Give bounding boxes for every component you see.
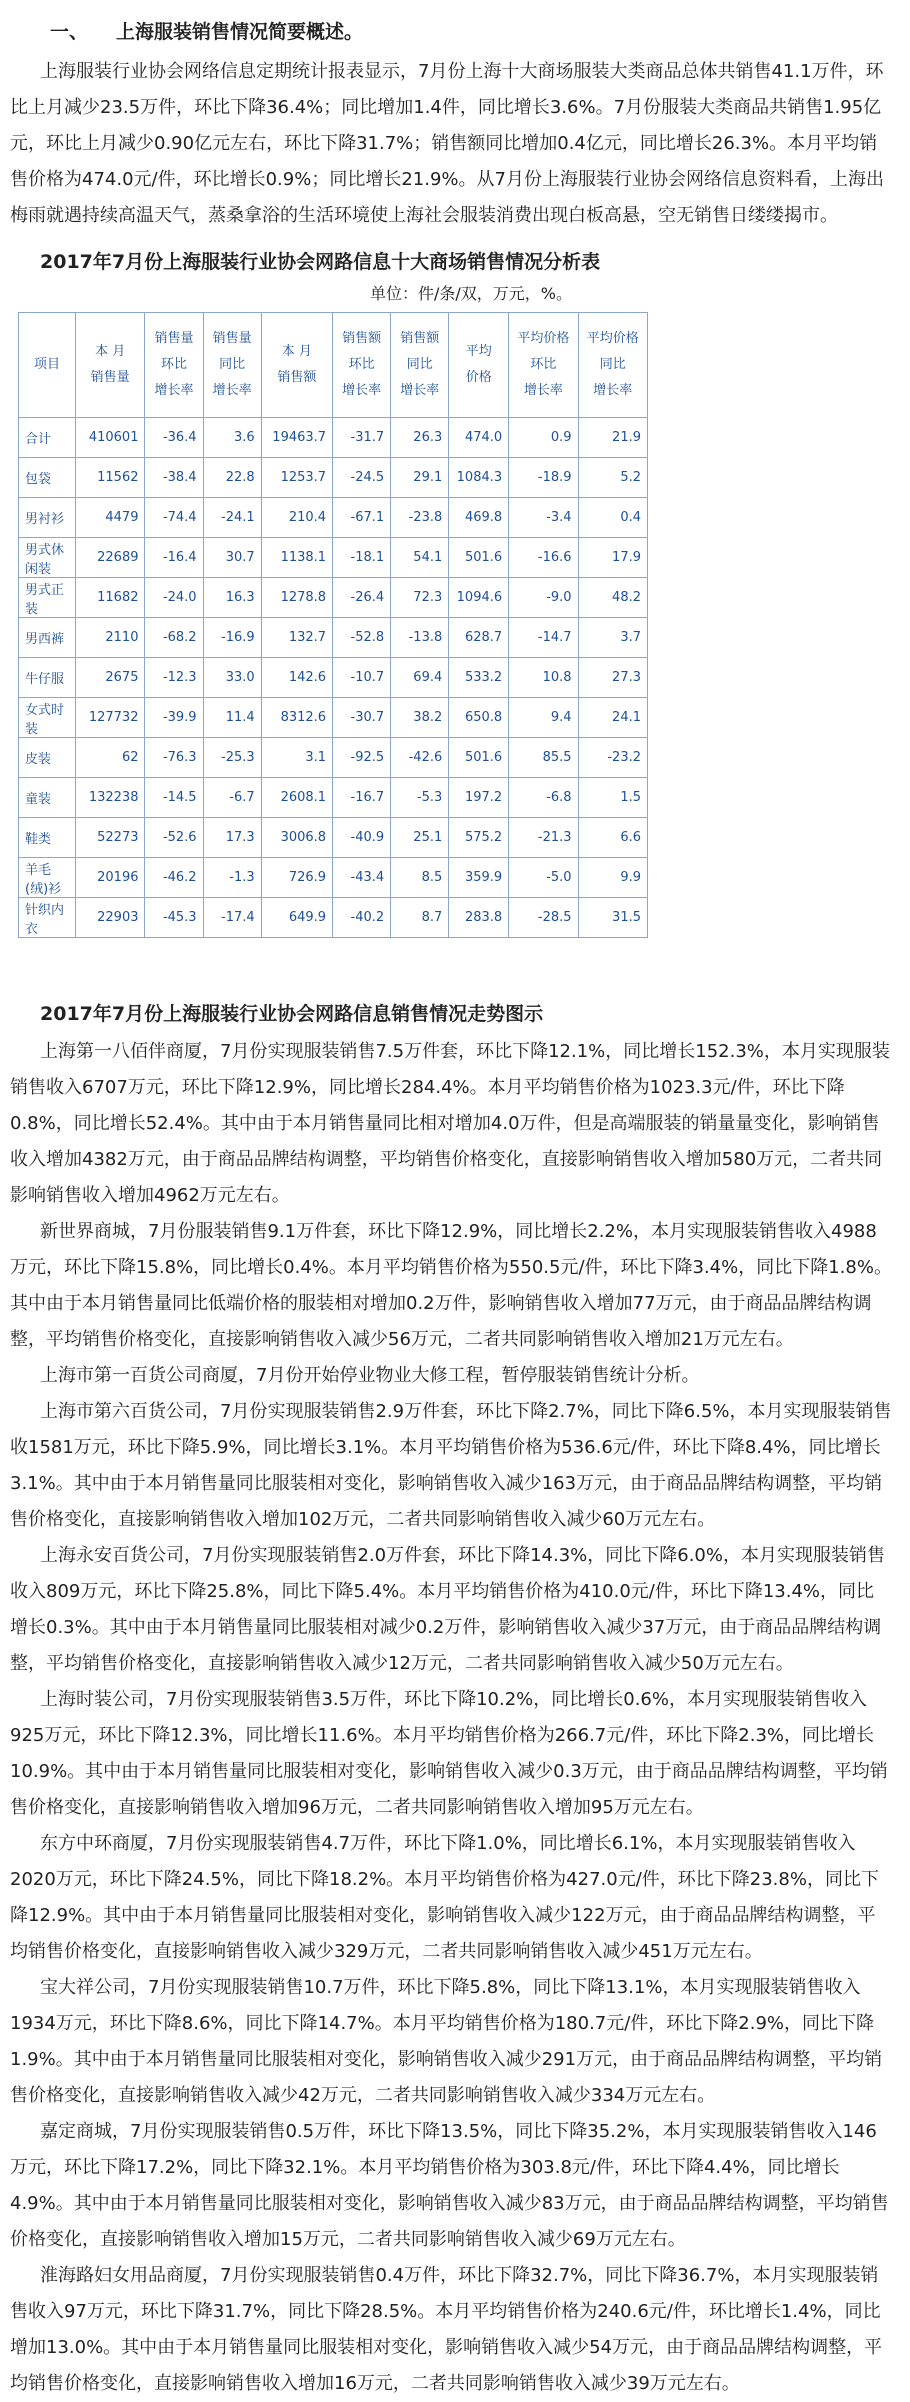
- table-cell-value: 1094.6: [449, 578, 509, 618]
- table-cell-value: 9.9: [578, 858, 647, 898]
- table-cell-value: -6.8: [509, 778, 578, 818]
- table-cell-value: -45.3: [145, 898, 203, 938]
- table-cell-value: -5.3: [391, 778, 449, 818]
- table-cell-value: 29.1: [391, 458, 449, 498]
- table-cell-value: 197.2: [449, 778, 509, 818]
- table-cell-value: 16.3: [203, 578, 261, 618]
- table-cell-value: 2110: [75, 618, 145, 658]
- table-row: [19, 538, 648, 578]
- table-cell-value: -23.8: [391, 498, 449, 538]
- table-cell-value: -28.5: [509, 898, 578, 938]
- table-row: [19, 658, 648, 698]
- table-cell-value: -40.9: [333, 818, 391, 858]
- table-cell-value: 85.5: [509, 738, 578, 778]
- table-cell-value: 33.0: [203, 658, 261, 698]
- table-cell-value: -14.5: [145, 778, 203, 818]
- table-cell-value: -16.4: [145, 538, 203, 578]
- section-number: 一、: [50, 21, 89, 43]
- table-cell-value: -14.7: [509, 618, 578, 658]
- store-paragraph: [10, 1826, 892, 1970]
- store-paragraph-text: 上海市第六百货公司，7月份实现服装销售2.9万件套，环比下降2.7%，同比下降6.5%，本月实现服装销售收1581万元，环比下降5.9%，同比增长3.1%。本月平均销售价格为536.6元/件，环比下降8.4%，同比增长3.1%。其中由于本月销售量同比服装相对变化，影响销售收入减少163万元，由于商品品牌结构调整，平均销售价格变化，直接影响销售收入增加102万元，二者共同影响销售收入减少60万元左右。: [10, 1401, 892, 1530]
- table-cell-value: 26.3: [391, 418, 449, 458]
- table-row: [19, 858, 648, 898]
- table-cell-value: -26.4: [333, 578, 391, 618]
- table-row: [19, 898, 648, 938]
- table-cell-value: 501.6: [449, 538, 509, 578]
- section-title: 上海服装销售情况简要概述。: [116, 21, 364, 43]
- table-cell-value: 5.2: [578, 458, 647, 498]
- table-cell-value: 501.6: [449, 738, 509, 778]
- header-price-yoy: 平均价格 同比 增长率: [578, 313, 647, 418]
- table-cell-value: 19463.7: [261, 418, 332, 458]
- table-cell-value: 38.2: [391, 698, 449, 738]
- table-cell-value: 410601: [75, 418, 145, 458]
- table-cell-value: 1084.3: [449, 458, 509, 498]
- table-cell-value: 10.8: [509, 658, 578, 698]
- table-cell-value: -38.4: [145, 458, 203, 498]
- table-cell-value: 3.7: [578, 618, 647, 658]
- table-cell-value: 283.8: [449, 898, 509, 938]
- table-cell-value: -36.4: [145, 418, 203, 458]
- table-cell-category: 女式时装: [19, 698, 76, 738]
- table-cell-value: 132238: [75, 778, 145, 818]
- table-cell-value: -30.7: [333, 698, 391, 738]
- table-cell-value: 21.9: [578, 418, 647, 458]
- table-cell-category: 男式休闲装: [19, 538, 76, 578]
- table-cell-category: 男式正装: [19, 578, 76, 618]
- table-cell-value: 469.8: [449, 498, 509, 538]
- table-cell-value: 25.1: [391, 818, 449, 858]
- table-cell-value: -9.0: [509, 578, 578, 618]
- table-row: [19, 778, 648, 818]
- table-cell-value: 11.4: [203, 698, 261, 738]
- store-paragraph: [10, 1358, 892, 1394]
- table-cell-value: 20196: [75, 858, 145, 898]
- store-paragraph: [10, 1682, 892, 1826]
- table-cell-value: 11682: [75, 578, 145, 618]
- table-cell-value: 649.9: [261, 898, 332, 938]
- table-cell-value: -52.6: [145, 818, 203, 858]
- table-cell-value: -43.4: [333, 858, 391, 898]
- table-cell-category: 皮装: [19, 738, 76, 778]
- table-cell-category: 牛仔服: [19, 658, 76, 698]
- table-cell-value: 575.2: [449, 818, 509, 858]
- store-paragraph: [10, 2114, 892, 2258]
- store-paragraph: [10, 1394, 892, 1538]
- summary-paragraph: [10, 54, 892, 234]
- table-cell-value: 30.7: [203, 538, 261, 578]
- table-cell-value: -18.1: [333, 538, 391, 578]
- table-cell-value: 142.6: [261, 658, 332, 698]
- table-row: [19, 818, 648, 858]
- table-row: [19, 418, 648, 458]
- table-cell-value: -52.8: [333, 618, 391, 658]
- table-cell-value: -12.3: [145, 658, 203, 698]
- header-volume-mom: 销售量 环比 增长率: [145, 313, 203, 418]
- table-row: [19, 578, 648, 618]
- table-cell-value: -10.7: [333, 658, 391, 698]
- table-cell-value: 69.4: [391, 658, 449, 698]
- table-cell-value: 11562: [75, 458, 145, 498]
- table-cell-value: 24.1: [578, 698, 647, 738]
- table-cell-value: 0.9: [509, 418, 578, 458]
- table-cell-value: 48.2: [578, 578, 647, 618]
- store-paragraph-text: 嘉定商城，7月份实现服装销售0.5万件，环比下降13.5%，同比下降35.2%，本月实现服装销售收入146万元，环比下降17.2%，同比下降32.1%。本月平均销售价格为303.8元/件，环比下降4.4%，同比增长4.9%。其中由于本月销售量同比服装相对变化，影响销售收入减少83万元，由于商品品牌结构调整，平均销售价格变化，直接影响销售收入增加15万元，二者共同影响销售收入减少69万元左右。: [10, 2121, 889, 2250]
- table-cell-value: 210.4: [261, 498, 332, 538]
- section-heading: [50, 18, 892, 46]
- table-cell-value: -23.2: [578, 738, 647, 778]
- table-cell-value: -17.4: [203, 898, 261, 938]
- table-cell-value: 3.6: [203, 418, 261, 458]
- table-row: [19, 738, 648, 778]
- store-paragraph: [10, 1214, 892, 1358]
- table-cell-value: 726.9: [261, 858, 332, 898]
- table-cell-category: 针织内衣: [19, 898, 76, 938]
- table-row: [19, 458, 648, 498]
- header-price-mom: 平均价格 环比 增长率: [509, 313, 578, 418]
- header-revenue-mom: 销售额 环比 增长率: [333, 313, 391, 418]
- table-cell-category: 鞋类: [19, 818, 76, 858]
- table-header-row: [19, 313, 648, 418]
- table-cell-value: -39.9: [145, 698, 203, 738]
- store-paragraph-text: 新世界商城，7月份服装销售9.1万件套，环比下降12.9%，同比增长2.2%，本月实现服装销售收入4988万元，环比下降15.8%，同比增长0.4%。本月平均销售价格为550.5元/件，环比下降3.4%，同比下降1.8%。其中由于本月销售量同比低端价格的服装相对增加0.2万件，影响销售收入增加77万元，由于商品品牌结构调整，平均销售价格变化，直接影响销售收入减少56万元，二者共同影响销售收入增加21万元左右。: [10, 1221, 892, 1350]
- table-cell-value: 1138.1: [261, 538, 332, 578]
- table-cell-value: -18.9: [509, 458, 578, 498]
- table-cell-value: 8.7: [391, 898, 449, 938]
- table-cell-value: 8.5: [391, 858, 449, 898]
- store-paragraph-text: 宝大祥公司，7月份实现服装销售10.7万件，环比下降5.8%，同比下降13.1%，本月实现服装销售收入1934万元，环比下降8.6%，同比下降14.7%。本月平均销售价格为180.7元/件，环比下降2.9%，同比下降1.9%。其中由于本月销售量同比服装相对变化，影响销售收入减少291万元，由于商品品牌结构调整，平均销售价格变化，直接影响销售收入减少42万元，二者共同影响销售收入减少334万元左右。: [10, 1977, 883, 2106]
- table-cell-value: 2675: [75, 658, 145, 698]
- table-title: 2017年7月份上海服装行业协会网路信息十大商场销售情况分析表: [40, 251, 601, 273]
- table-cell-category: 男西裤: [19, 618, 76, 658]
- store-paragraph: [10, 1970, 892, 2114]
- store-paragraph-text: 上海市第一百货公司商厦，7月份开始停业物业大修工程，暂停服装销售统计分析。: [40, 1365, 700, 1386]
- table-cell-value: -5.0: [509, 858, 578, 898]
- table-cell-value: 127732: [75, 698, 145, 738]
- table-cell-value: -40.2: [333, 898, 391, 938]
- table-row: [19, 498, 648, 538]
- table-cell-value: -42.6: [391, 738, 449, 778]
- table-cell-value: -67.1: [333, 498, 391, 538]
- table-cell-value: 628.7: [449, 618, 509, 658]
- table-row: [19, 618, 648, 658]
- table-cell-value: 533.2: [449, 658, 509, 698]
- table-cell-value: -24.0: [145, 578, 203, 618]
- store-paragraph: [10, 2258, 892, 2402]
- table-row: [19, 698, 648, 738]
- table-cell-value: -46.2: [145, 858, 203, 898]
- table-cell-value: 27.3: [578, 658, 647, 698]
- table-cell-value: 650.8: [449, 698, 509, 738]
- table-cell-value: 22903: [75, 898, 145, 938]
- table-cell-category: 童装: [19, 778, 76, 818]
- header-avg-price: 平均 价格: [449, 313, 509, 418]
- table-cell-value: -16.9: [203, 618, 261, 658]
- table-cell-value: 22689: [75, 538, 145, 578]
- table-cell-value: -24.5: [333, 458, 391, 498]
- table-cell-value: -21.3: [509, 818, 578, 858]
- table-cell-value: -25.3: [203, 738, 261, 778]
- table-cell-value: 132.7: [261, 618, 332, 658]
- sales-table: [18, 312, 648, 938]
- table-cell-value: 1253.7: [261, 458, 332, 498]
- table-cell-value: -92.5: [333, 738, 391, 778]
- table-cell-value: 3006.8: [261, 818, 332, 858]
- table-cell-value: 54.1: [391, 538, 449, 578]
- table-cell-value: 3.1: [261, 738, 332, 778]
- store-paragraph-text: 淮海路妇女用品商厦，7月份实现服装销售0.4万件，环比下降32.7%，同比下降36.7%，本月实现服装销售收入97万元，环比下降31.7%，同比下降28.5%。本月平均销售价格为240.6元/件，环比增长1.4%，同比增加13.0%。其中由于本月销售量同比服装相对变化，影响销售收入减少54万元，由于商品品牌结构调整，平均销售价格变化，直接影响销售收入增加16万元，二者共同影响销售收入减少39万元左右。: [10, 2265, 883, 2394]
- table-cell-value: 359.9: [449, 858, 509, 898]
- table-cell-category: 合计: [19, 418, 76, 458]
- table-cell-value: -24.1: [203, 498, 261, 538]
- table-cell-value: -6.7: [203, 778, 261, 818]
- table-cell-value: 0.4: [578, 498, 647, 538]
- store-paragraphs: [10, 1034, 892, 2402]
- table-cell-value: -16.6: [509, 538, 578, 578]
- store-paragraph-text: 上海永安百货公司，7月份实现服装销售2.0万件套，环比下降14.3%，同比下降6.0%，本月实现服装销售收入809万元，环比下降25.8%，同比下降5.4%。本月平均销售价格为410.0元/件，环比下降13.4%，同比增长0.3%。其中由于本月销售量同比服装相对减少0.2万件，影响销售收入减少37万元，由于商品品牌结构调整，平均销售价格变化，直接影响销售收入减少12万元，二者共同影响销售收入减少50万元左右。: [10, 1545, 885, 1674]
- table-body: [19, 418, 648, 938]
- store-paragraph-text: 上海时装公司，7月份实现服装销售3.5万件，环比下降10.2%，同比增长0.6%，本月实现服装销售收入925万元，环比下降12.3%，同比增长11.6%。本月平均销售价格为266.7元/件，环比下降2.3%，同比增长10.9%。其中由于本月销售量同比服装相对变化，影响销售收入减少0.3万元，由于商品品牌结构调整，平均销售价格变化，直接影响销售收入增加96万元，二者共同影响销售收入增加95万元左右。: [10, 1689, 888, 1818]
- table-cell-value: -31.7: [333, 418, 391, 458]
- table-cell-value: 1278.8: [261, 578, 332, 618]
- store-paragraph: [10, 1538, 892, 1682]
- trend-title: 2017年7月份上海服装行业协会网路信息销售情况走势图示: [40, 1003, 544, 1025]
- table-cell-category: 包袋: [19, 458, 76, 498]
- table-cell-category: 男衬衫: [19, 498, 76, 538]
- table-cell-value: 9.4: [509, 698, 578, 738]
- table-cell-value: -1.3: [203, 858, 261, 898]
- table-cell-value: 52273: [75, 818, 145, 858]
- store-paragraph-text: 上海第一八佰伴商厦，7月份实现服装销售7.5万件套，环比下降12.1%，同比增长152.3%，本月实现服装销售收入6707万元，环比下降12.9%，同比增长284.4%。本月平均销售价格为1023.3元/件，环比下降0.8%，同比增长52.4%。其中由于本月销售量同比相对增加4.0万件，但是高端服装的销量量变化，影响销售收入增加4382万元，由于商品品牌结构调整，平均销售价格变化，直接影响销售收入增加580万元，二者共同影响销售收入增加4962万元左右。: [10, 1041, 890, 1206]
- header-volume-yoy: 销售量 同比 增长率: [203, 313, 261, 418]
- table-cell-value: 72.3: [391, 578, 449, 618]
- table-cell-value: -13.8: [391, 618, 449, 658]
- table-cell-value: -16.7: [333, 778, 391, 818]
- table-cell-value: 8312.6: [261, 698, 332, 738]
- store-paragraph: [10, 1034, 892, 1214]
- table-cell-category: 羊毛(绒)衫: [19, 858, 76, 898]
- table-cell-value: 1.5: [578, 778, 647, 818]
- summary-text: 上海服装行业协会网络信息定期统计报表显示，7月份上海十大商场服装大类商品总体共销售41.1万件，环比上月减少23.5万件，环比下降36.4%；同比增加1.4件，同比增长3.6%。7月份服装大类商品共销售1.95亿元，环比上月减少0.90亿元左右，环比下降31.7%；销售额同比增加0.4亿元，同比增长26.3%。本月平均销售价格为474.0元/件，环比增长0.9%；同比增长21.9%。从7月份上海服装行业协会网络信息资料看，上海出梅雨就遇持续高温天气，蒸桑拿浴的生活环境使上海社会服装消费出现白板高悬，空无销售日缕缕揭市。: [10, 61, 884, 226]
- table-cell-value: 474.0: [449, 418, 509, 458]
- table-unit: 单位：件/条/双，万元，%。: [370, 284, 572, 303]
- table-cell-value: 4479: [75, 498, 145, 538]
- table-cell-value: 17.9: [578, 538, 647, 578]
- table-cell-value: -3.4: [509, 498, 578, 538]
- table-cell-value: 6.6: [578, 818, 647, 858]
- table-cell-value: 22.8: [203, 458, 261, 498]
- header-revenue-yoy: 销售额 同比 增长率: [391, 313, 449, 418]
- store-paragraph-text: 东方中环商厦，7月份实现服装销售4.7万件，环比下降1.0%，同比增长6.1%，本月实现服装销售收入2020万元，环比下降24.5%，同比下降18.2%。本月平均销售价格为427.0元/件，环比下降23.8%，同比下降12.9%。其中由于本月销售量同比服装相对变化，影响销售收入减少122万元，由于商品品牌结构调整，平均销售价格变化，直接影响销售收入减少329万元，二者共同影响销售收入减少451万元左右。: [10, 1833, 879, 1962]
- table-cell-value: 31.5: [578, 898, 647, 938]
- header-revenue: 本 月 销售额: [261, 313, 332, 418]
- table-cell-value: -68.2: [145, 618, 203, 658]
- table-cell-value: -76.3: [145, 738, 203, 778]
- table-cell-value: 17.3: [203, 818, 261, 858]
- header-item: 项目: [19, 313, 76, 418]
- table-cell-value: -74.4: [145, 498, 203, 538]
- table-cell-value: 2608.1: [261, 778, 332, 818]
- table-cell-value: 62: [75, 738, 145, 778]
- header-volume: 本 月 销售量: [75, 313, 145, 418]
